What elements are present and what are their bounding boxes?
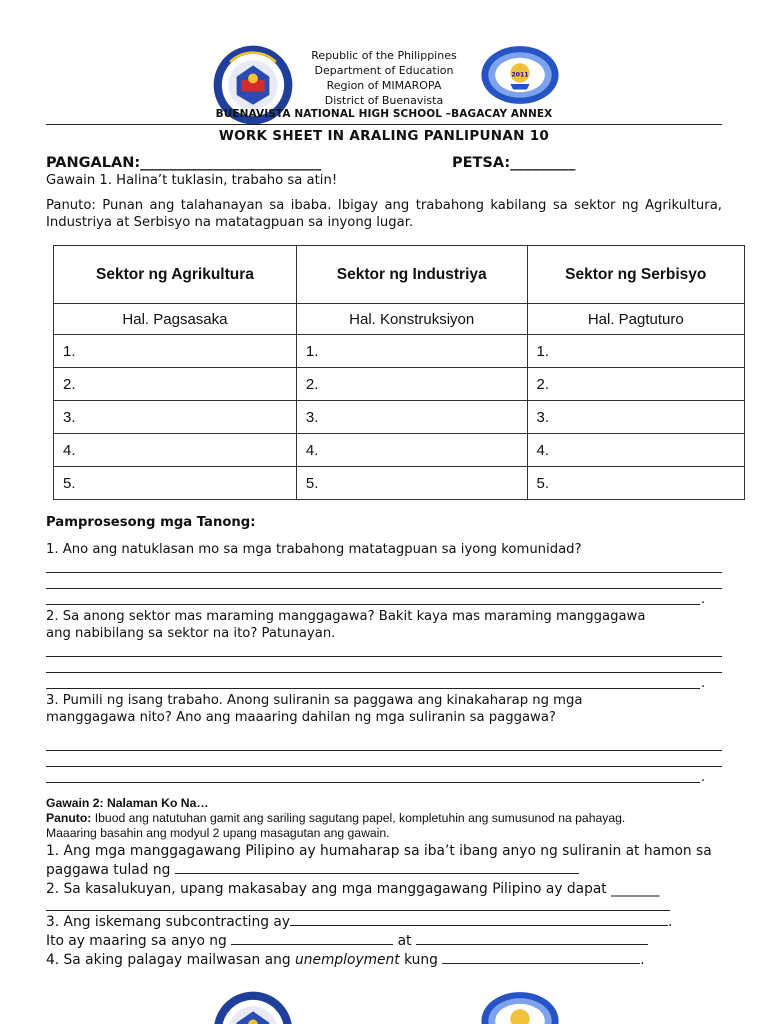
header-rule: [46, 124, 722, 125]
item-4-emphasis: unemployment: [295, 952, 400, 968]
table-cell[interactable]: 2.: [296, 368, 527, 401]
table-row: [54, 368, 745, 401]
header-line-4: District of Buenavista: [324, 94, 444, 107]
item-3: [46, 913, 722, 932]
question-3-line-1: 3. Pumili ng isang trabaho. Anong suliranin sa paggawa ang kinakaharap ng mga: [46, 693, 583, 708]
item-1-line-1: 1. Ang mga manggagawang Pilipino ay humaharap sa iba’t ibang anyo ng suliranin at hamon sa: [46, 843, 712, 859]
item-3b-mid: at: [397, 933, 412, 949]
worksheet-title: WORK SHEET IN ARALING PANLIPUNAN 10: [218, 128, 550, 144]
sector-table: [53, 245, 745, 500]
table-cell[interactable]: 1.: [527, 335, 744, 368]
date-field[interactable]: PETSA:_________: [452, 155, 576, 171]
answer-line[interactable]: [46, 572, 722, 573]
table-cell[interactable]: 1.: [296, 335, 527, 368]
answer-line[interactable]: [46, 672, 722, 673]
example-industriya: Hal. Konstruksiyon: [296, 304, 527, 335]
school-seal-bottom-icon: [476, 990, 564, 1024]
item-1-blank[interactable]: [175, 861, 579, 874]
answer-line[interactable]: [46, 656, 722, 657]
table-cell[interactable]: 1.: [54, 335, 297, 368]
header-line-2: Department of Education: [314, 64, 454, 77]
table-cell[interactable]: 3.: [527, 401, 744, 434]
answer-line[interactable]: [46, 604, 700, 605]
header-line-1: Republic of the Philippines: [311, 49, 457, 62]
answer-period: .: [701, 676, 706, 691]
header-serbisyo: Sektor ng Serbisyo: [527, 246, 744, 304]
letterhead: [0, 48, 768, 120]
answer-line[interactable]: [46, 782, 700, 783]
item-3-blank[interactable]: [290, 913, 668, 926]
table-row: [54, 434, 745, 467]
item-1-line-2: [46, 861, 722, 880]
example-agrikultura: Hal. Pagsasaka: [54, 304, 297, 335]
answer-line[interactable]: [46, 588, 722, 589]
item-3b-prefix: Ito ay maaring sa anyo ng: [46, 933, 227, 949]
activity2-panuto-text: Ibuod ang natutuhan gamit ang sariling sagutang papel, kompletuhin ang sumusunod na pahayag.: [91, 811, 626, 825]
table-cell[interactable]: 5.: [296, 467, 527, 500]
activity2-instructions: [46, 811, 722, 826]
table-cell[interactable]: 5.: [54, 467, 297, 500]
table-cell[interactable]: 2.: [54, 368, 297, 401]
table-cell[interactable]: 4.: [296, 434, 527, 467]
item-4-prefix: 4. Sa aking palagay mailwasan ang: [46, 952, 295, 968]
table-row: [54, 467, 745, 500]
questions-title: Pamprosesong mga Tanong:: [46, 515, 256, 530]
table-cell[interactable]: 3.: [54, 401, 297, 434]
table-cell[interactable]: 2.: [527, 368, 744, 401]
answer-period: .: [701, 770, 706, 785]
activity1-title: Gawain 1. Halina’t tuklasin, trabaho sa atin!: [46, 173, 338, 188]
table-cell[interactable]: 4.: [527, 434, 744, 467]
school-name: BUENAVISTA NATIONAL HIGH SCHOOL –BAGACAY ANNEX: [215, 108, 553, 120]
item-4: [46, 951, 722, 970]
answer-line[interactable]: [46, 750, 722, 751]
question-1: 1. Ano ang natuklasan mo sa mga trabahong matatagpuan sa iyong komunidad?: [46, 542, 582, 557]
activity1-instructions: Panuto: Punan ang talahanayan sa ibaba. Ibigay ang trabahong kabilang sa sektor ng Agrikultura, Industriya at Serbisyo na matatagpuan sa inyong lugar.: [46, 198, 722, 230]
answer-line[interactable]: [46, 688, 700, 689]
header-agrikultura: Sektor ng Agrikultura: [54, 246, 297, 304]
activity2-instructions-line-2: Maaaring basahin ang modyul 2 upang masagutan ang gawain.: [46, 826, 390, 840]
table-cell[interactable]: 5.: [527, 467, 744, 500]
table-row: [54, 335, 745, 368]
question-2-line-1: 2. Sa anong sektor mas maraming manggagawa? Bakit kaya mas maraming manggagawa: [46, 609, 646, 624]
item-4-period: .: [640, 952, 645, 968]
header-industriya: Sektor ng Industriya: [296, 246, 527, 304]
table-header-row: [54, 246, 745, 304]
deped-seal-bottom-icon: [212, 990, 294, 1024]
answer-line[interactable]: [46, 766, 722, 767]
question-3-line-2: manggagawa nito? Ano ang maaaring dahilan ng mga suliranin sa paggawa?: [46, 710, 556, 725]
item-4-blank[interactable]: [442, 951, 640, 964]
header-line-3: Region of MIMAROPA: [326, 79, 442, 92]
item-3b-blank-1[interactable]: [231, 932, 393, 945]
table-row: [54, 401, 745, 434]
item-1-line-2-text: paggawa tulad ng: [46, 862, 171, 878]
question-2-line-2: ang nabibilang sa sektor na ito? Patunayan.: [46, 626, 336, 641]
school-seal-year: 2011: [511, 71, 529, 79]
name-field[interactable]: PANGALAN:_________________________: [46, 155, 322, 171]
table-cell[interactable]: 4.: [54, 434, 297, 467]
item-3b-blank-2[interactable]: [416, 932, 648, 945]
table-example-row: [54, 304, 745, 335]
activity2-panuto-label: Panuto:: [46, 811, 92, 825]
activity2-title: Gawain 2: Nalaman Ko Na…: [46, 796, 209, 810]
item-2: 2. Sa kasalukuyan, upang makasabay ang mga manggagawang Pilipino ay dapat _______: [46, 881, 660, 897]
example-serbisyo: Hal. Pagtuturo: [527, 304, 744, 335]
item-3-period: .: [668, 914, 673, 930]
item-3b: [46, 932, 722, 951]
item-3-text: 3. Ang iskemang subcontracting ay: [46, 914, 290, 930]
table-cell[interactable]: 3.: [296, 401, 527, 434]
answer-period: .: [701, 592, 706, 607]
answer-line[interactable]: [46, 910, 670, 911]
item-4-suffix: kung: [399, 952, 438, 968]
